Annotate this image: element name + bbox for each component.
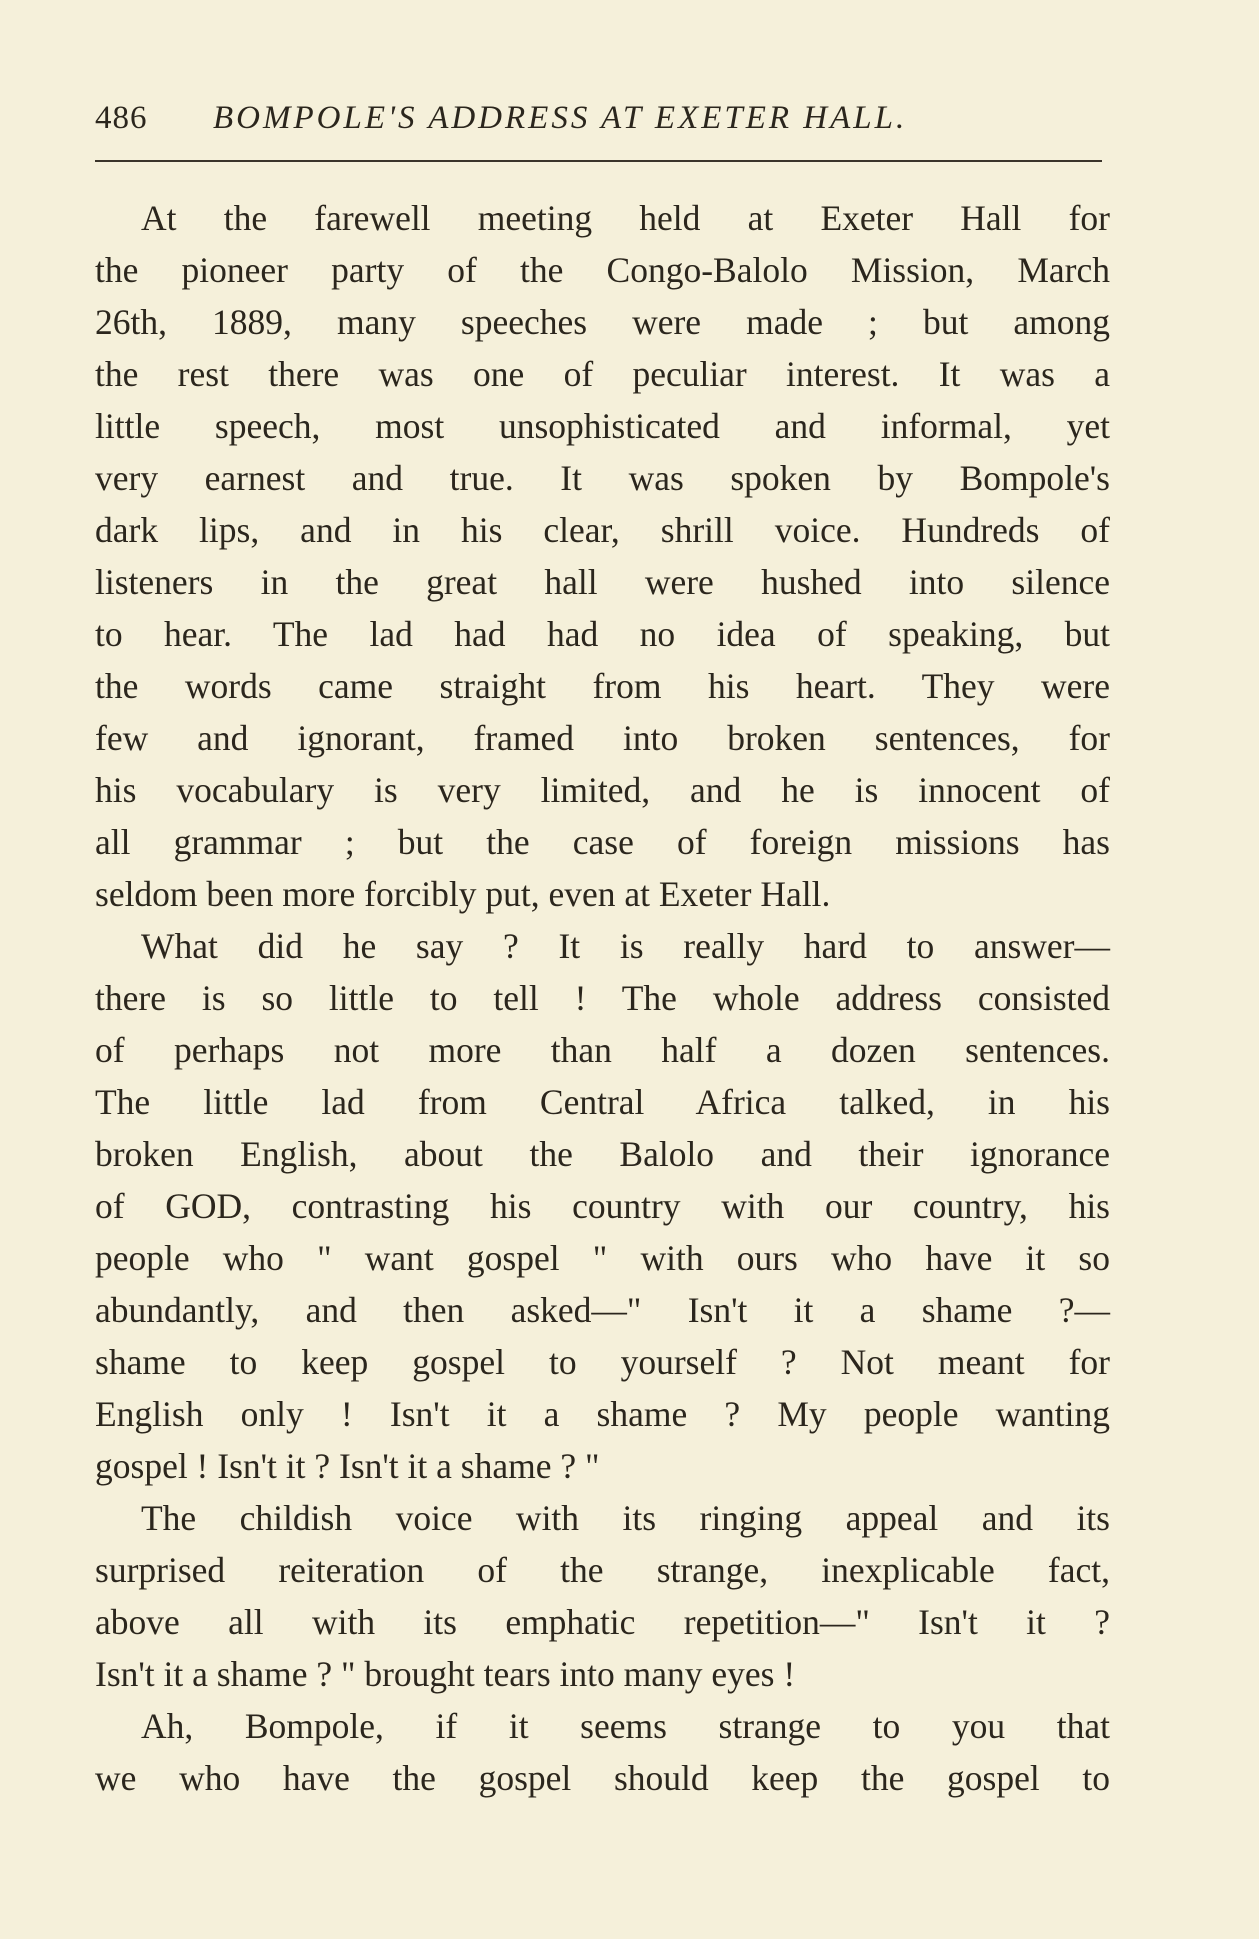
text-line: broken English, about the Balolo and their ignorance <box>95 1134 1110 1174</box>
text-line: surprised reiteration of the strange, inexplicable fact, <box>95 1550 1110 1590</box>
text-line: people who " want gospel " with ours who have it so <box>95 1238 1110 1278</box>
header-rule <box>95 160 1102 162</box>
text-line: there is so little to tell ! The whole address consisted <box>95 978 1110 1018</box>
running-title: BOMPOLE'S ADDRESS AT EXETER HALL. <box>213 100 908 136</box>
text-line: his vocabulary is very limited, and he is innocent of <box>95 770 1110 810</box>
text-line: What did he say ? It is really hard to answer— <box>141 926 1110 966</box>
text-line: The childish voice with its ringing appeal and its <box>141 1498 1110 1538</box>
text-line: above all with its emphatic repetition—" Isn't it ? <box>95 1602 1110 1642</box>
text-line: the rest there was one of peculiar interest. It was a <box>95 354 1110 394</box>
text-line: The little lad from Central Africa talked, in his <box>95 1082 1110 1122</box>
text-line: dark lips, and in his clear, shrill voice. Hundreds of <box>95 510 1110 550</box>
text-line: shame to keep gospel to yourself ? Not meant for <box>95 1342 1110 1382</box>
text-line: 26th, 1889, many speeches were made ; but among <box>95 302 1110 342</box>
text-line: Ah, Bompole, if it seems strange to you that <box>141 1706 1110 1746</box>
text-line: abundantly, and then asked—" Isn't it a shame ?— <box>95 1290 1110 1330</box>
text-line: gospel ! Isn't it ? Isn't it a shame ? " <box>95 1446 600 1486</box>
text-line: few and ignorant, framed into broken sentences, for <box>95 718 1110 758</box>
text-line: all grammar ; but the case of foreign missions has <box>95 822 1110 862</box>
text-line: English only ! Isn't it a shame ? My people wanting <box>95 1394 1110 1434</box>
text-line: Isn't it a shame ? " brought tears into many eyes ! <box>95 1654 796 1694</box>
text-line: the pioneer party of the Congo-Balolo Mission, March <box>95 250 1110 290</box>
page-header <box>95 98 1105 138</box>
text-line: very earnest and true. It was spoken by Bompole's <box>95 458 1110 498</box>
text-line: little speech, most unsophisticated and informal, yet <box>95 406 1110 446</box>
text-line: At the farewell meeting held at Exeter Hall for <box>141 198 1110 238</box>
text-line: seldom been more forcibly put, even at Exeter Hall. <box>95 874 831 914</box>
text-line: of perhaps not more than half a dozen sentences. <box>95 1030 1110 1070</box>
text-line: to hear. The lad had had no idea of speaking, but <box>95 614 1110 654</box>
text-line: listeners in the great hall were hushed into silence <box>95 562 1110 602</box>
text-line: of GOD, contrasting his country with our country, his <box>95 1186 1110 1226</box>
text-line: the words came straight from his heart. They were <box>95 666 1110 706</box>
page-number: 486 <box>95 100 148 136</box>
text-line: we who have the gospel should keep the gospel to <box>95 1758 1110 1798</box>
